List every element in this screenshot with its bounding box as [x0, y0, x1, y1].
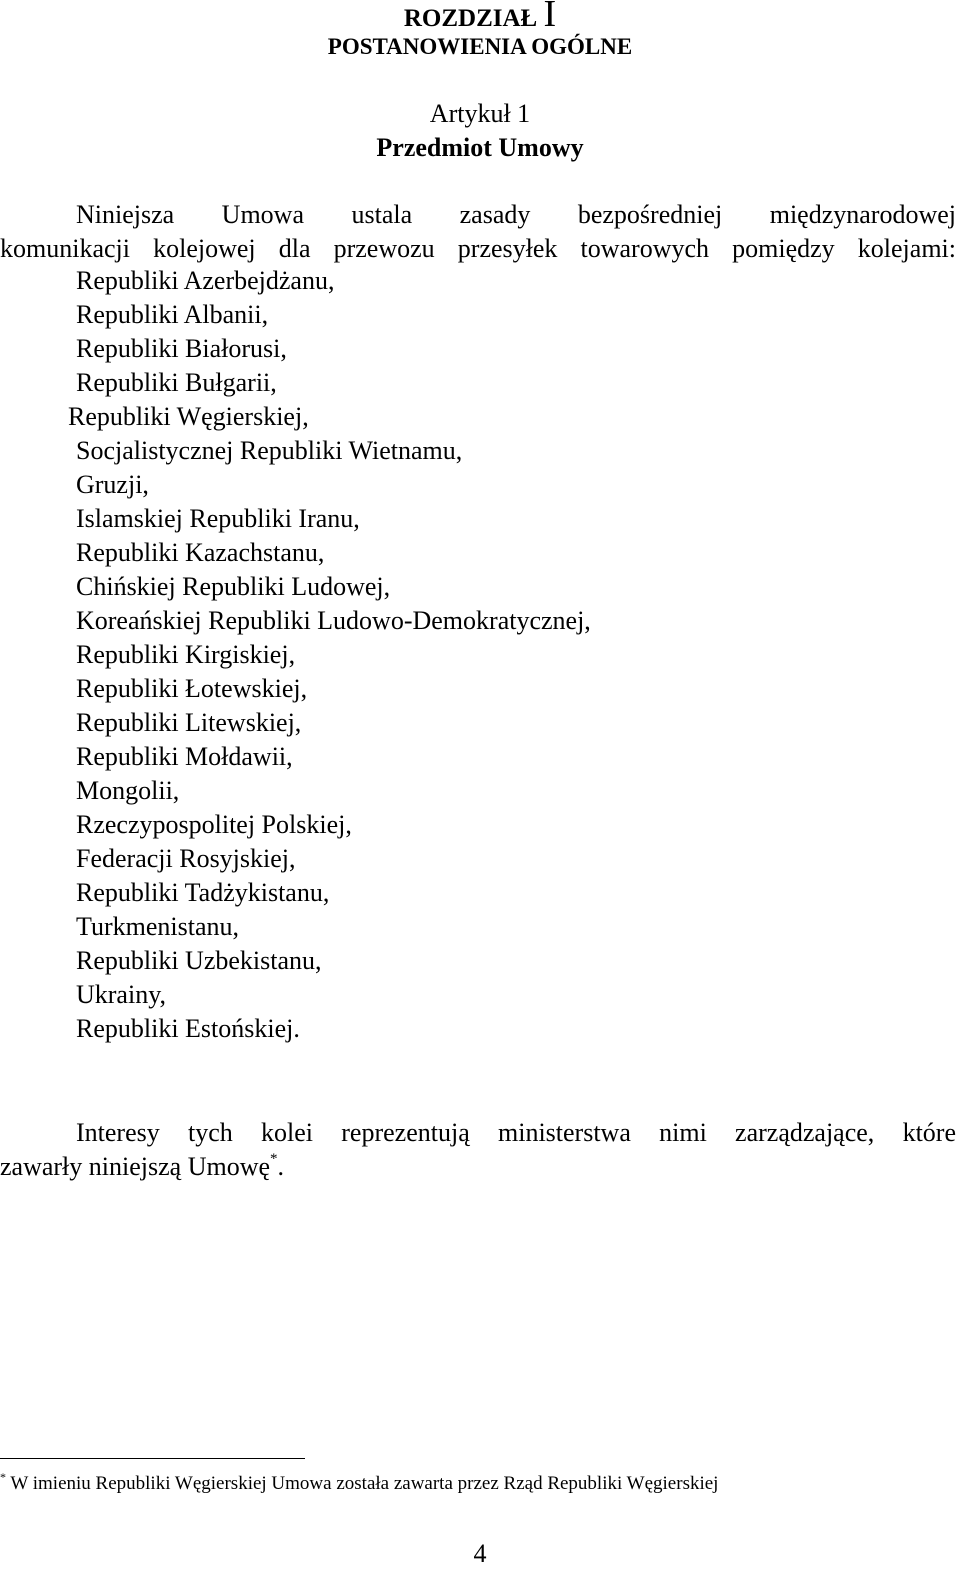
list-item: Republiki Mołdawii,	[76, 742, 293, 771]
list-item: Mongolii,	[76, 776, 180, 805]
list-item: Republiki Kazachstanu,	[76, 538, 325, 567]
list-item: Republiki Białorusi,	[76, 334, 287, 363]
list-item: Republiki Łotewskiej,	[76, 674, 308, 703]
chapter-label: ROZDZIAŁ	[403, 5, 538, 32]
list-item: Socjalistycznej Republiki Wietnamu,	[76, 436, 463, 465]
list-item: Rzeczypospolitej Polskiej,	[76, 810, 352, 839]
list-item: Islamskiej Republiki Iranu,	[76, 504, 360, 533]
article-title: Przedmiot Umowy	[376, 133, 584, 162]
list-item: Chińskiej Republiki Ludowej,	[76, 572, 391, 601]
list-item: Koreańskiej Republiki Ludowo-Demokratycznej,	[76, 606, 591, 635]
list-item: Turkmenistanu,	[76, 912, 239, 941]
railways-list	[68, 264, 591, 1046]
list-item: Republiki Tadżykistanu,	[76, 878, 330, 907]
list-item: Republiki Uzbekistanu,	[76, 946, 322, 975]
closing-line-2	[0, 1150, 284, 1184]
chapter-numeral: I	[543, 0, 557, 35]
list-item: Republiki Estońskiej.	[76, 1014, 300, 1043]
footnote-reference[interactable]: *	[270, 1151, 278, 1167]
list-item: Republiki Kirgiskiej,	[76, 640, 296, 669]
footnote	[0, 1470, 718, 1498]
footnote-divider	[0, 1458, 305, 1459]
list-item: Gruzji,	[76, 470, 149, 499]
list-item: Republiki Węgierskiej,	[68, 402, 309, 431]
article-number: Artykuł 1	[429, 99, 531, 128]
list-item: Republiki Bułgarii,	[76, 368, 277, 397]
intro-line-1: Niniejsza Umowa ustala zasady bezpośredniej międzynarodowej	[76, 200, 956, 229]
closing-period: .	[277, 1152, 285, 1181]
closing-line-1: Interesy tych kolei reprezentują ministerstwa nimi zarządzające, które	[76, 1118, 956, 1147]
list-item: Ukrainy,	[76, 980, 167, 1009]
chapter-title: POSTANOWIENIA OGÓLNE	[327, 34, 633, 59]
intro-line-2: komunikacji kolejowej dla przewozu przesyłek towarowych pomiędzy kolejami:	[0, 234, 956, 263]
list-item: Republiki Litewskiej,	[76, 708, 302, 737]
list-item: Federacji Rosyjskiej,	[76, 844, 296, 873]
footnote-mark: *	[0, 1470, 6, 1484]
list-item: Republiki Azerbejdżanu,	[76, 266, 335, 295]
footnote-text: W imieniu Republiki Węgierskiej Umowa została zawarta przez Rząd Republiki Węgierskiej	[6, 1473, 719, 1494]
closing-text: zawarły niniejszą Umowę	[0, 1152, 271, 1181]
list-item: Republiki Albanii,	[76, 300, 269, 329]
page-number: 4	[473, 1539, 487, 1568]
